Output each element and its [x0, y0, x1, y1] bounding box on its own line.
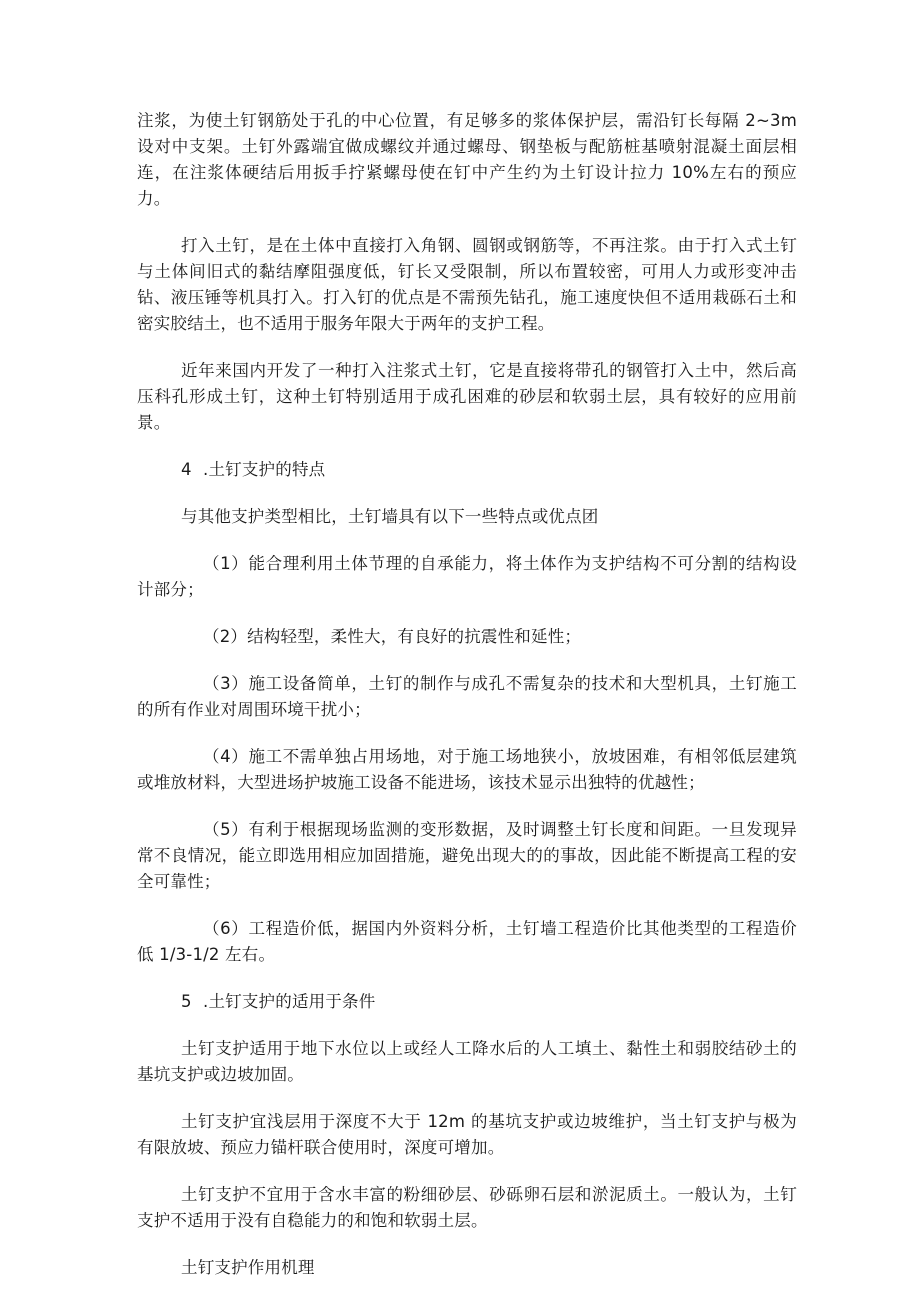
document-body: [137, 108, 797, 1302]
section-heading-4: [137, 457, 797, 483]
section-number: 4: [181, 460, 192, 479]
paragraph-driven-grouted-nail: 近年来国内开发了一种打入注浆式土钉，它是直接将带孔的钢管打入土中，然后高压科孔形成土钉，这种土钉特别适用于成孔困难的砂层和软弱土层，具有较好的应用前景。: [137, 361, 797, 432]
section-heading-5: [137, 989, 797, 1015]
paragraph-driven-nail: 打入土钉，是在土体中直接打入角钢、圆钢或钢筋等，不再注浆。由于打入式土钉与土体间旧式的黏结摩阻强度低，钉长又受限制，所以布置较密，可用人力或形变冲击钻、液压锤等机具打入。打入钉的优点是不需预先钻孔，施工速度快但不适用栽砾石土和密实胶结土，也不适用于服务年限大于两年的支护工程。: [137, 236, 797, 333]
section-title: .土钉支护的特点: [203, 460, 326, 479]
list-item: （5）有利于根据现场监测的变形数据，及时调整土钉长度和间距。一旦发现异常不良情况，能立即选用相应加固措施，避免出现大的的事故，因此能不断提高工程的安全可靠性；: [137, 820, 797, 891]
paragraph-applicability: 土钉支护适用于地下水位以上或经人工降水后的人工填土、黏性土和弱胶结砂土的基坑支护或边坡加固。: [137, 1039, 797, 1084]
paragraph-grouting: 注浆，为使土钉钢筋处于孔的中心位置，有足够多的浆体保护层，需沿钉长每隔 2~3m 设对中支架。土钉外露端宜做成螺纹并通过螺母、钢垫板与配筋桩基喷射混凝土面层相连，在注浆体硬结后用扳手拧紧螺母使在钉中产生约为土钉设计拉力 10%左右的预应力。: [137, 111, 797, 208]
paragraph-depth-limit: 土钉支护宜浅层用于深度不大于 12m 的基坑支护或边坡维护，当土钉支护与极为有限放坡、预应力锚杆联合使用时，深度可增加。: [137, 1112, 797, 1157]
list-item: （4）施工不需单独占用场地，对于施工场地狭小，放坡困难，有相邻低层建筑或堆放材料，大型进场护坡施工设备不能进场，该技术显示出独特的优越性；: [137, 747, 797, 792]
paragraph-mechanism-title: 土钉支护作用机理: [181, 1258, 315, 1277]
list-item: （2）结构轻型，柔性大，有良好的抗震性和延性；: [203, 627, 582, 646]
list-item: （6）工程造价低，据国内外资料分析，土钉墙工程造价比其他类型的工程造价低 1/3-1/2 左右。: [137, 919, 797, 964]
paragraph-features-intro: 与其他支护类型相比，土钉墙具有以下一些特点或优点团: [181, 507, 599, 526]
paragraph-unsuitable-soils: 土钉支护不宜用于含水丰富的粉细砂层、砂砾卵石层和淤泥质土。一般认为，土钉支护不适用于没有自稳能力的和饱和软弱土层。: [137, 1185, 797, 1230]
section-title: .土钉支护的适用于条件: [203, 992, 376, 1011]
section-number: 5: [181, 992, 192, 1011]
list-item: （3）施工设备简单，土钉的制作与成孔不需复杂的技术和大型机具，土钉施工的所有作业对周围环境干扰小；: [137, 674, 797, 719]
list-item: （1）能合理利用土体节理的自承能力，将土体作为支护结构不可分割的结构设计部分；: [137, 554, 797, 599]
